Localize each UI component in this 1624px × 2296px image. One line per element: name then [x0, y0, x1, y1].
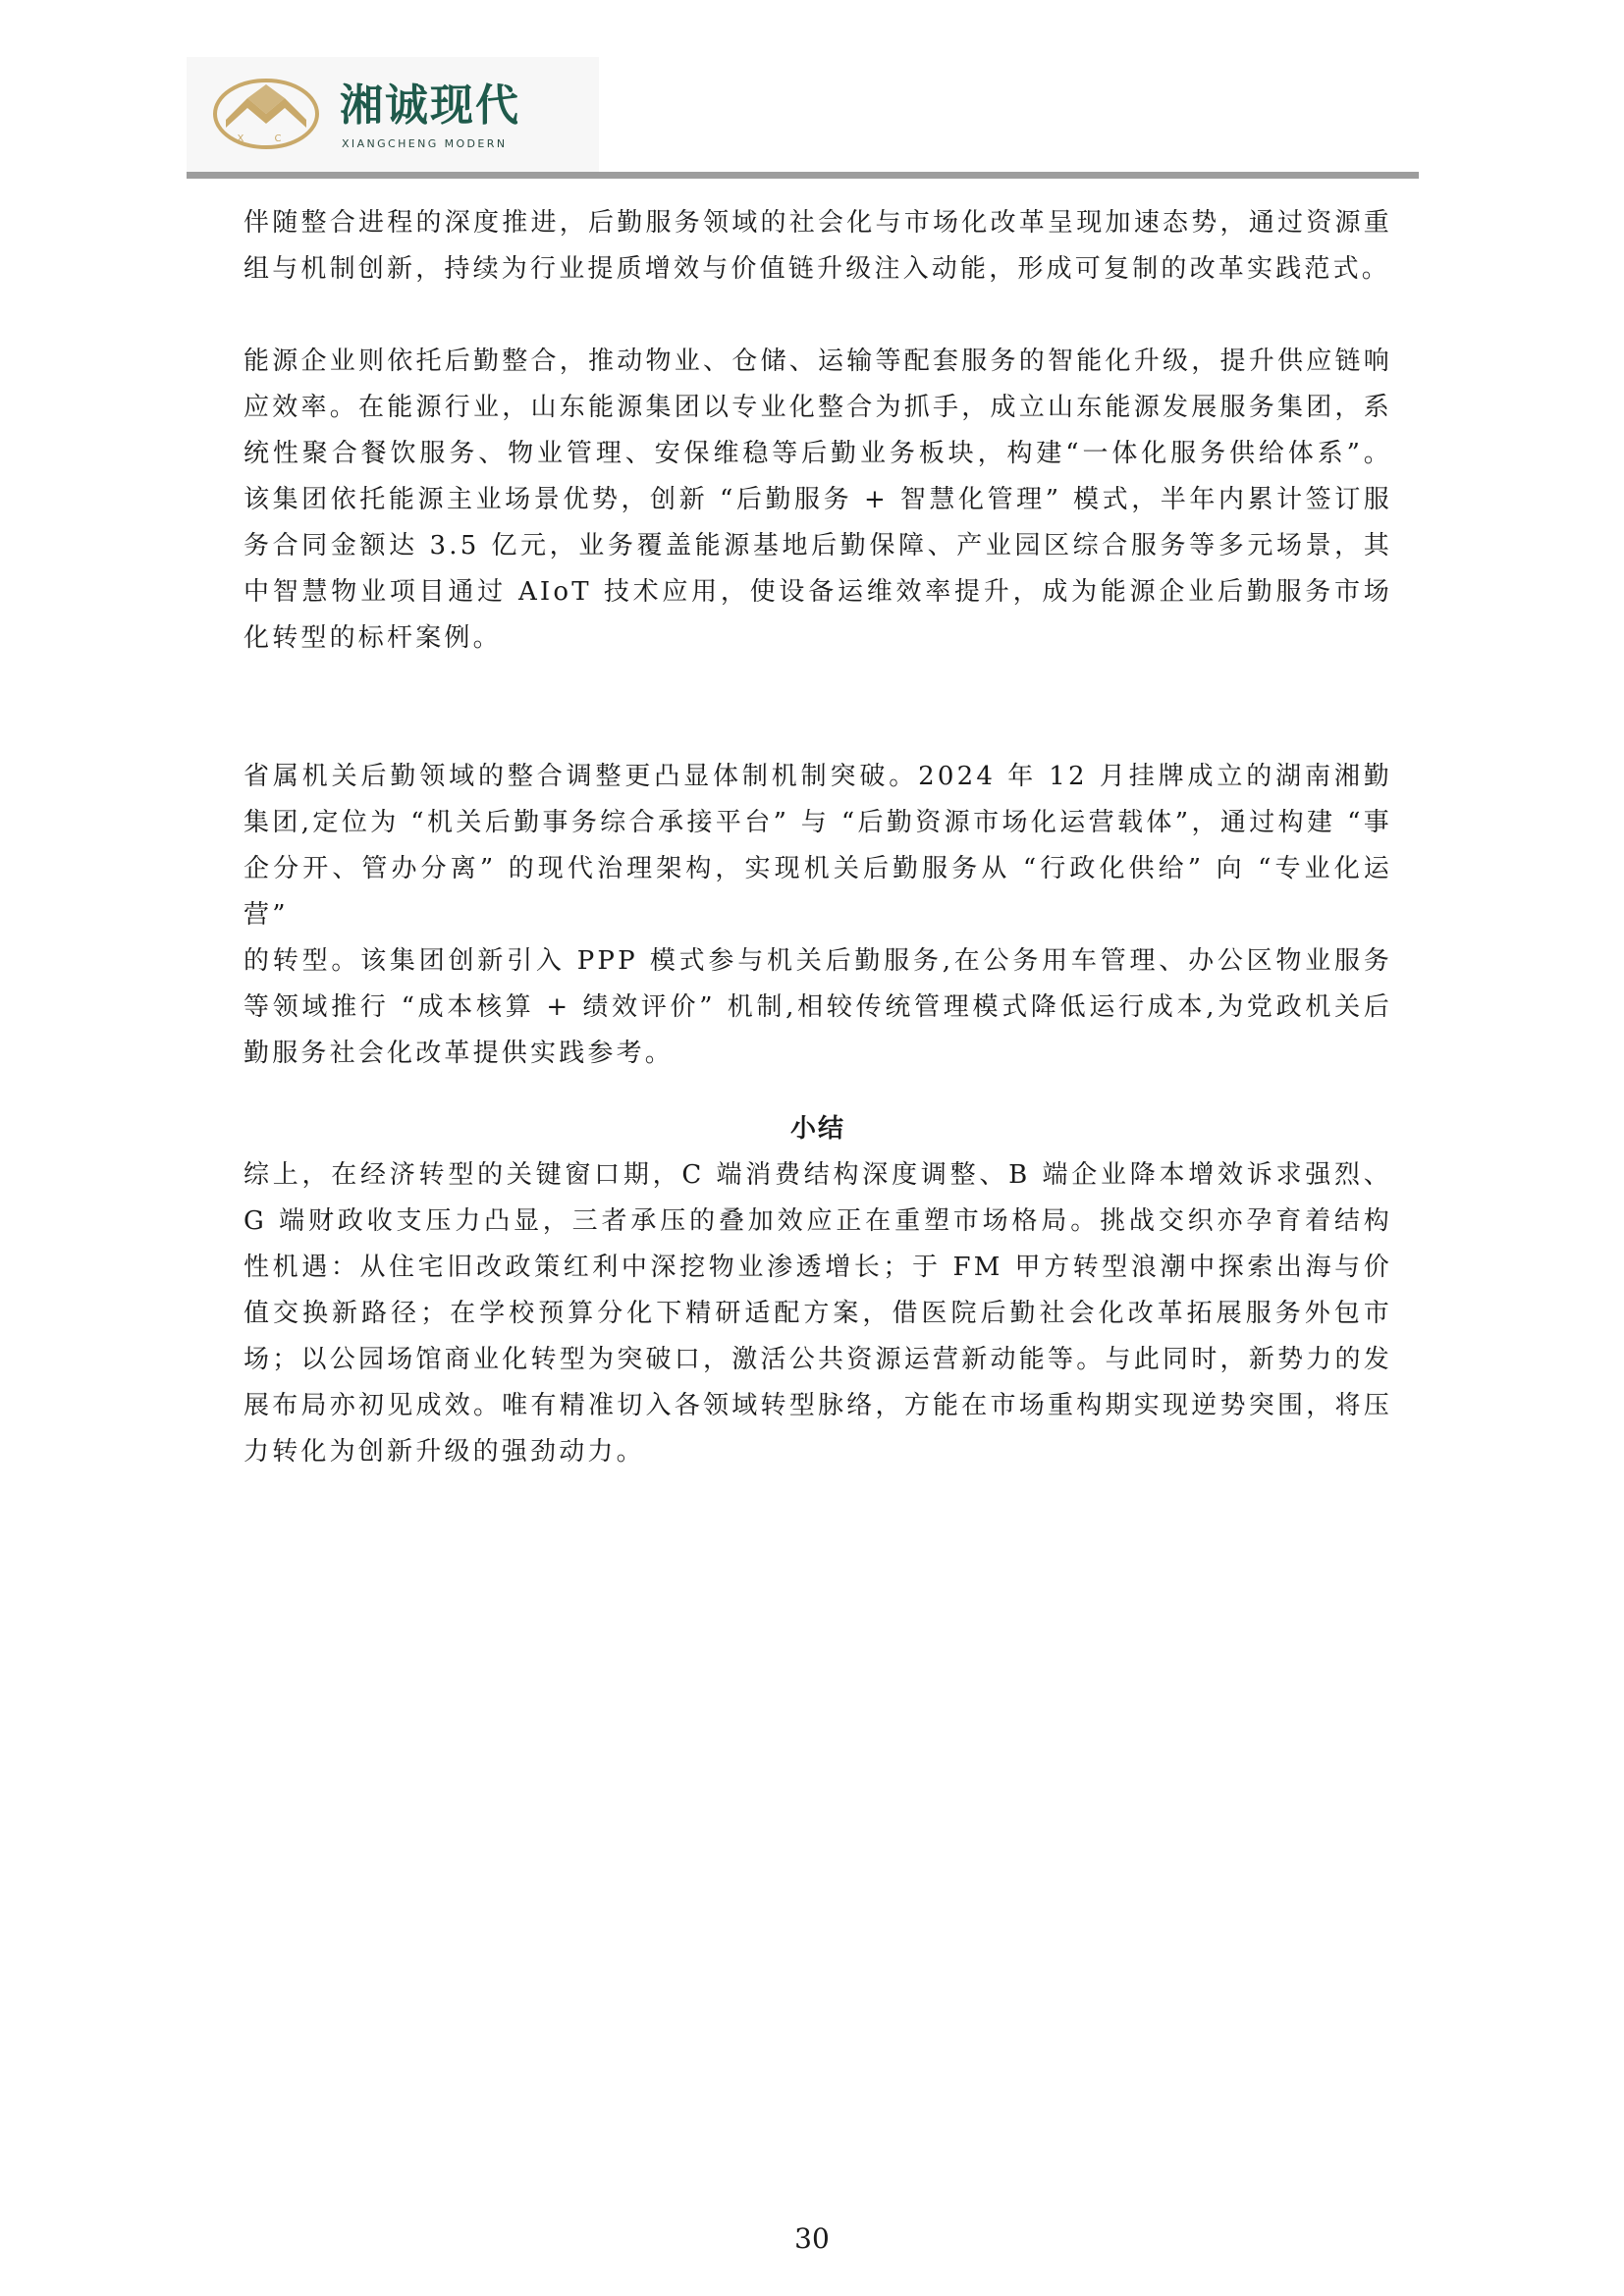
paragraph-provincial-agencies: 省属机关后勤领域的整合调整更凸显体制机制突破。2024 年 12 月挂牌成立的湖南湘勤集团,定位为 “机关后勤事务综合承接平台” 与 “后勤资源市场化运营载体”，通过构建 “事企分开、管办分离” 的现代治理架构，实现机关后勤服务从 “行政化供给” 向 “专业化运营” [244, 762, 1392, 930]
paragraph-spacer [244, 662, 1392, 754]
header-divider [187, 172, 1419, 179]
logo-mark-letters: X C [237, 133, 296, 144]
paragraph-energy-enterprises: 能源企业则依托后勤整合，推动物业、仓储、运输等配套服务的智能化升级，提升供应链响应效率。在能源行业，山东能源集团以专业化整合为抓手，成立山东能源发展服务集团，系统性聚合餐饮服务、物业管理、安保维稳等后勤业务板块，构建“一体化服务供给体系”。该集团依托能源主业场景优势，创新 “后勤服务 + 智慧化管理” 模式，半年内累计签订服务合同金额达 3.5 亿元，业务覆盖能源基地后勤保障、产业园区综合服务等多元场景，其中智慧物业项目通过 AIoT 技术应用，使设备运维效率提升，成为能源企业后勤服务市场化转型的标杆案例。 [244, 347, 1392, 653]
summary-paragraph: 综上，在经济转型的关键窗口期，C 端消费结构深度调整、B 端企业降本增效诉求强烈、G 端财政收支压力凸显，三者承压的叠加效应正在重塑市场格局。挑战交织亦孕育着结构性机遇：从住宅旧改政策红利中深挖物业渗透增长；于 FM 甲方转型浪潮中探索出海与价值交换新路径；在学校预算分化下精研适配方案，借医院后勤社会化改革拓展服务外包市场；以公园场馆商业化转型为突破口，激活公共资源运营新动能等。与此同时，新势力的发展布局亦初见成效。唯有精准切入各领域转型脉络，方能在市场重构期实现逆势突围，将压力转化为创新升级的强劲动力。 [244, 1160, 1392, 1467]
logo-chinese-name: 湘诚现代 [340, 80, 520, 131]
paragraph-spacer [244, 293, 1392, 339]
paragraph-spacer [244, 1077, 1392, 1106]
company-logo-icon [212, 77, 320, 151]
paragraph-provincial-agencies-continued: 的转型。该集团创新引入 PPP 模式参与机关后勤服务,在公务用车管理、办公区物业服务等领域推行 “成本核算 + 绩效评价” 机制,相较传统管理模式降低运行成本,为党政机关后勤服务社会化改革提供实践参考。 [244, 946, 1392, 1068]
document-body [244, 200, 1392, 1475]
header-banner [187, 57, 599, 173]
page-number: 30 [794, 2222, 830, 2255]
paragraph-integration: 伴随整合进程的深度推进，后勤服务领域的社会化与市场化改革呈现加速态势，通过资源重组与机制创新，持续为行业提质增效与价值链升级注入动能，形成可复制的改革实践范式。 [244, 208, 1392, 284]
summary-heading: 小结 [789, 1114, 845, 1144]
logo-english-name: XIANGCHENG MODERN [342, 137, 508, 150]
